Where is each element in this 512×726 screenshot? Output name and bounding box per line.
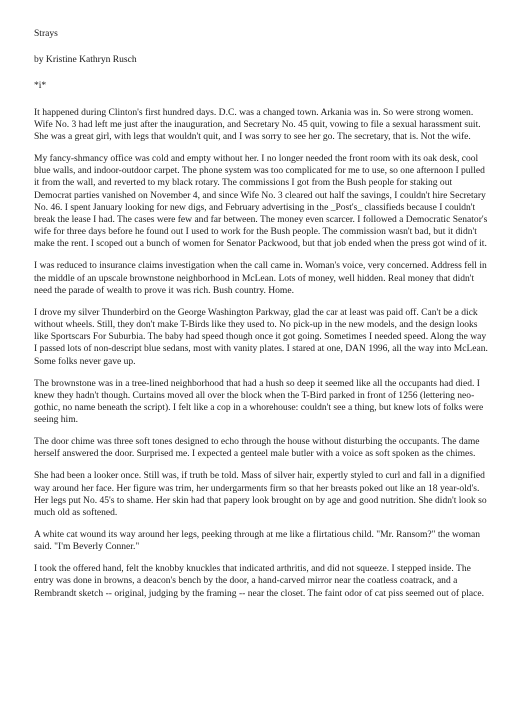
paragraph: I drove my silver Thunderbird on the George Washington Parkway, glad the car at least was paid off. Can't be a dick without wheels. Still, they don't make T-Birds like they used to. No pick-up in the new models, and the design looks like Sportscars For Suburbia. The baby had speed though once it got going. Sometimes I needed speed. Along the way I passed lots of non-descript blue sedans, most with vanity plates. I stared at one, DAN 1996, all the way into McLean. Some folks never gave up. — [34, 306, 488, 367]
author-byline: by Kristine Kathryn Rusch — [34, 54, 137, 66]
section-separator: *i* — [34, 80, 47, 92]
paragraph: The door chime was three soft tones designed to echo through the house without disturbing the occupants. The dame herself answered the door. Surprised me. I expected a genteel male butler with a voice as soft spoken as the chimes. — [34, 436, 480, 460]
paragraph: I was reduced to insurance claims investigation when the call came in. Woman's voice, very concerned. Address fell in the middle of an upscale brownstone neighborhood in McLean. Lots of money, well hidden. Real money that didn't need the parade of wealth to prove it was rich. Bush country. Home. — [34, 260, 487, 296]
paragraph: My fancy-shmancy office was cold and empty without her. I no longer needed the front room with its oak desk, cool blue walls, and indoor-outdoor carpet. The phone system was too complicated for me to use, so one afternoon I pulled it from the wall, and reverted to my black rotary. The commissions I got from the Bush people for staking out Democrat parties vanished on November 4, and since Wife No. 3 cleared out half the savings, I couldn't hire Secretary No. 46. I spent January looking for new digs, and February advertising in the _Post's_ classifieds because I couldn't break the lease I had. The cases were few and far between. The money even scarcer. I followed a Democratic Senator's wife for three days before he found out I used to work for the Bush people. The commission wasn't bad, but it didn't make the rent. I scoped out a bunch of women for Senator Packwood, but that job ended when the press got wind of it. — [34, 153, 488, 250]
paragraph: A white cat wound its way around her legs, peeking through at me like a flirtatious child. "Mr. Ransom?" the woman said. "I'm Beverly Conner." — [34, 529, 481, 553]
paragraph: I took the offered hand, felt the knobby knuckles that indicated arthritis, and did not squeeze. I stepped inside. The entry was done in browns, a deacon's bench by the door, a hand-carved mirror near the coatless coatrack, and a Rembrandt sketch -- original, judging by the framing -- near the closet. The faint odor of cat piss seemed out of place. — [34, 563, 484, 599]
paragraph: She had been a looker once. Still was, if truth be told. Mass of silver hair, expertly styled to curl and fall in a dignified way around her face. Her figure was trim, her undergarments firm so that her breasts poked out like an 18 year-old's. Her legs put No. 45's to shame. Her skin had that papery look brought on by age and good nutrition. She didn't look so much old as softened. — [34, 470, 487, 519]
story-title: Strays — [34, 28, 58, 39]
paragraph: The brownstone was in a tree-lined neighborhood that had a hush so deep it seemed like all the occupants had died. I knew they hadn't though. Curtains moved all over the block when the T-Bird parked in front of 1256 (lettering neo-gothic, no name beneath the script). I felt like a cop in a whorehouse: couldn't see a thing, but knew lots of folks were seeing him. — [34, 377, 484, 426]
paragraph: It happened during Clinton's first hundred days. D.C. was a changed town. Arkania was in. So were strong women. Wife No. 3 had left me just after the inauguration, and Secretary No. 45 quit, vowing to file a sexual harassment suit. She was a great girl, with legs that wouldn't quit, and I was sorry to see her go. The secretary, that is. Not the wife. — [34, 106, 481, 143]
